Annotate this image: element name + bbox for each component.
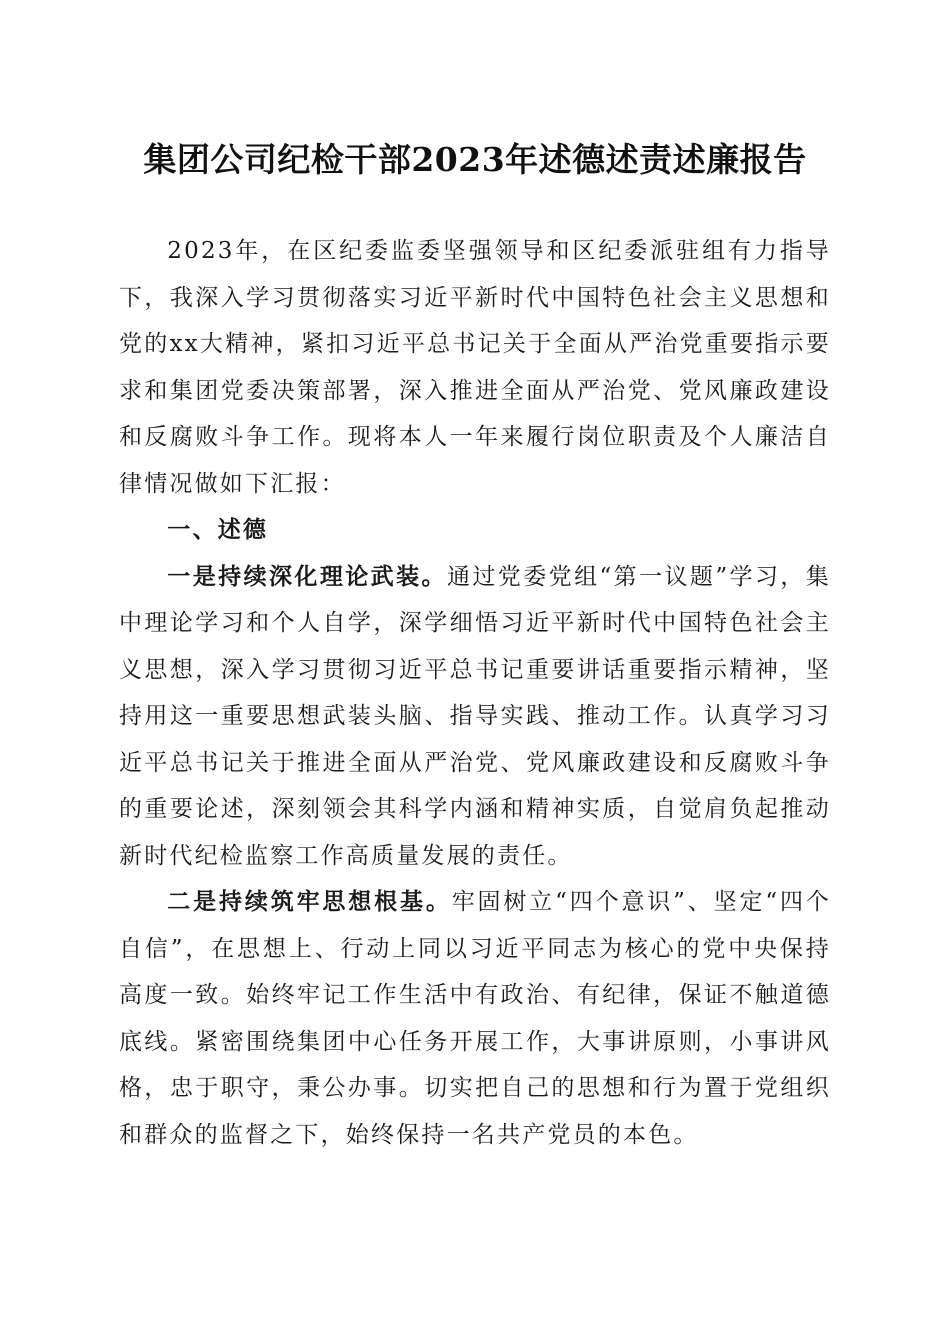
paragraph-1-text: 通过党委党组“第一议题”学习，集中理论学习和个人自学，深学细悟习近平新时代中国特色社会主义思想，深入学习贯彻习近平总书记重要讲话重要指示精神，坚持用这一重要思想武装头脑、指导实践、推动工作。认真学习习近平总书记关于推进全面从严治党、党风廉政建设和反腐败斗争的重要论述，深刻领会其科学内涵和精神实质，自觉肩负起推动新时代纪检监察工作高质量发展的责任。 <box>119 563 832 869</box>
paragraph-2-lead: 二是持续筑牢思想根基。 <box>167 888 452 915</box>
document-body <box>119 228 831 1158</box>
paragraph-1-lead: 一是持续深化理论武装。 <box>167 562 447 590</box>
intro-paragraph: 2023年，在区纪委监委坚强领导和区纪委派驻组有力指导下，我深入学习贯彻落实习近平新时代中国特色社会主义思想和党的xx大精神，紧扣习近平总书记关于全面从严治党重要指示要求和集团党委决策部署，深入推进全面从严治党、党风廉政建设和反腐败斗争工作。现将本人一年来履行岗位职责及个人廉洁自律情况做如下汇报： <box>119 238 831 497</box>
paragraph-1 <box>119 554 831 880</box>
section-heading-shude: 一、述德 <box>167 517 269 543</box>
document-title: 集团公司纪检干部2023年述德述责述廉报告 <box>143 140 807 179</box>
paragraph-2 <box>119 879 831 1158</box>
paragraph-2-text: 牢固树立“四个意识”、坚定“四个自信”，在思想上、行动上同以习近平同志为核心的党中央保持高度一致。始终牢记工作生活中有政治、有纪律，保证不触道德底线。紧密围绕集团中心任务开展工作，大事讲原则，小事讲风格，忠于职守，秉公办事。切实把自己的思想和行为置于党组织和群众的监督之下，始终保持一名共产党员的本色。 <box>119 889 831 1148</box>
